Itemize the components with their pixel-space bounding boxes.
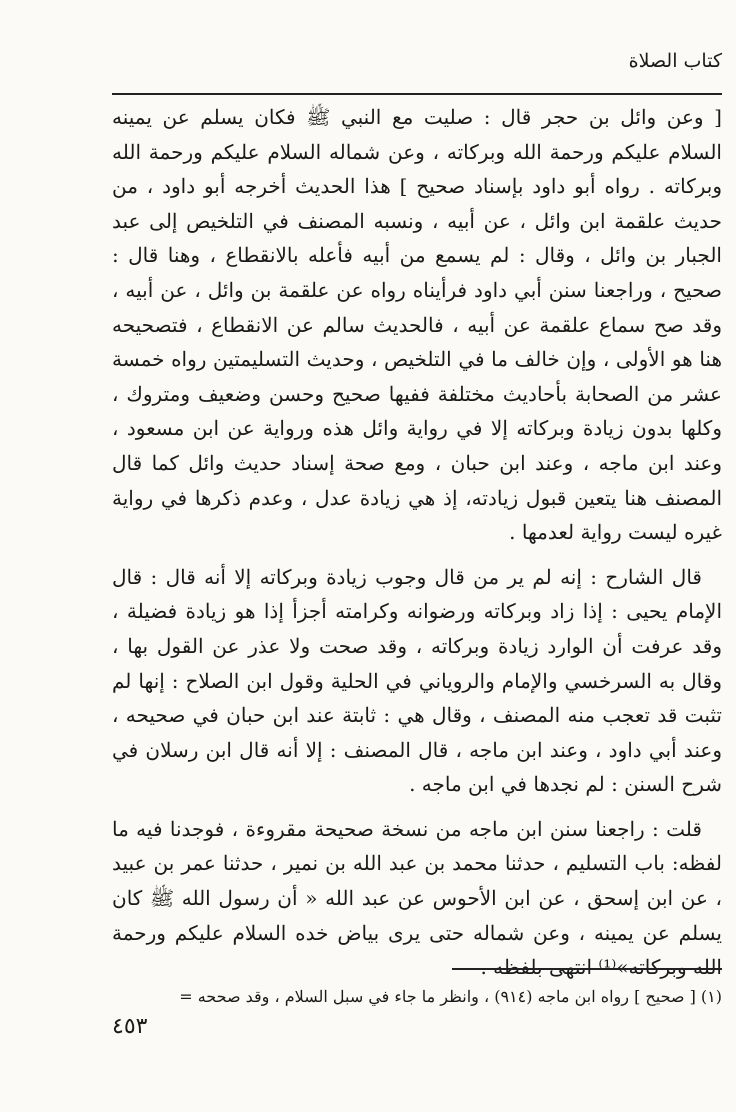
paragraph-hadith: [ وعن وائل بن حجر قال : صليت مع النبي ﷺ فكان يسلم عن يمينه السلام عليكم ورحمة الله وبركاته ، وعن شماله السلام عليكم ورحمة الله وبركاته . رواه أبو داود بإسناد صحيح ] هذا الحديث أخرجه أبو داود ، من حديث علقمة ابن وائل ، عن أبيه ، ونسبه المصنف في التلخيص إلى عبد الجبار بن وائل ، وقال : لم يسمع من أبيه فأعله بالانقطاع ، وهنا قال : صحيح ، وراجعنا سنن أبي داود فرأيناه رواه عن علقمة بن وائل ، عن أبيه ، وقد صح سماع علقمة عن أبيه ، فالحديث سالم عن الانقطاع ، فتصحيحه هنا هو الأولى ، وإن خالف ما في التلخيص ، وحديث التسليمتين رواه خمسة عشر من الصحابة بأحاديث مختلفة ففيها صحيح وحسن وضعيف ومتروك ، وكلها بدون زيادة وبركاته إلا في رواية وائل هذه ورواية عن ابن مسعود ، وعند ابن ماجه ، وعند ابن حبان ، ومع صحة إسناد حديث وائل كما قال المصنف هنا يتعين قبول زيادته، إذ هي زيادة عدل ، وعدم ذكرها في رواية غيره ليست رواية لعدمها . [112,105,722,545]
paragraph-sharih: قال الشارح : إنه لم ير من قال وجوب زيادة وبركاته إلا أنه قال : قال الإمام يحيى : إذا زاد وبركاته ورضوانه وكرامته أجزأ إذا هو زيادة فضيلة ، وقد عرفت أن الوارد زيادة وبركاته ، وقد صحت ولا عذر عن القول بها ، وقال به السرخسي والإمام والروياني في الحلية وقول ابن الصلاح : إنها لم تثبت قد تعجب منه المصنف ، وقال هي : ثابتة عند ابن حبان في صحيحه ، وعند أبي داود ، وعند ابن ماجه ، قال المصنف : إلا أنه قال ابن رسلان في شرح السنن : لم نجدها في ابن ماجه . [112,564,722,797]
footnote: (١) [ صحيح ] رواه ابن ماجه (٩١٤) ، وانظر ما جاء في سبل السلام ، وقد صححه = [179,987,722,1006]
header-divider [112,93,722,95]
main-text [112,100,722,985]
page-number: ٤٥٣ [112,1014,148,1039]
footnote-divider [452,968,722,970]
running-header: كتاب الصلاة [628,50,722,72]
paragraph-qultu: قلت : راجعنا سنن ابن ماجه من نسخة صحيحة مقروءة ، فوجدنا فيه ما لفظه: باب التسليم ، حدثنا محمد بن عبد الله بن نمير ، حدثنا عمر بن عبيد ، عن ابن إسحق ، عن ابن الأحوس عن عبد الله « أن رسول الله ﷺ كان يسلم عن يمينه ، وعن شماله حتى يرى بياض خده السلام عليكم ورحمة الله وبركاته»⁽¹⁾ انتهى بلفظه . [112,816,722,980]
